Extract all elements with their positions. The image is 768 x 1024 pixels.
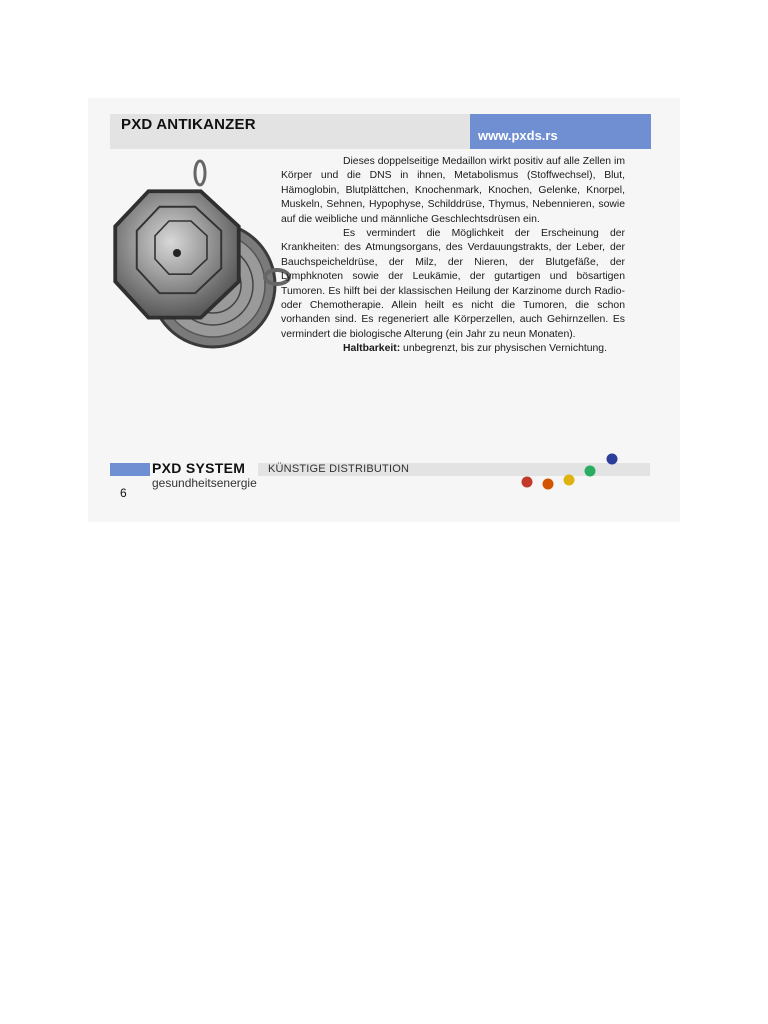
- ball-orange: [543, 479, 554, 490]
- ball-blue: [607, 454, 618, 465]
- footer-tagline: gesundheitsenergie: [152, 476, 257, 490]
- description-text: [281, 155, 625, 357]
- footer-distribution: KÜNSTIGE DISTRIBUTION: [268, 463, 410, 475]
- paragraph-effects: Dieses doppelseitige Medaillon wirkt positiv auf alle Zellen im Körper und die DNS in ihnen, Metabolismus (Stoffwechsel), Blut, Hämoglobin, Blutplättchen, Knochenmark, Knochen, Gelenke, Knorpel, Muskeln, Sehnen, Hypophyse, Schilddrüse, Thymus, Nebennieren, sowie auf die weibliche und männliche Geschlechtsdrüsen ein.: [281, 156, 625, 225]
- durability-line: [281, 342, 625, 356]
- footer-blue-band: [110, 463, 150, 476]
- colored-balls-logo: [515, 448, 625, 496]
- ball-red: [522, 477, 533, 488]
- durability-label: Haltbarkeit:: [343, 343, 401, 355]
- ball-green: [585, 466, 596, 477]
- page-title: PXD ANTIKANZER: [121, 116, 256, 133]
- durability-value: unbegrenzt, bis zur physischen Vernichtung.: [400, 343, 607, 355]
- website-url: www.pxds.rs: [478, 128, 558, 143]
- ball-yellow: [564, 475, 575, 486]
- page-number: 6: [120, 486, 127, 500]
- medallion-image: [105, 155, 295, 360]
- footer-brand: PXD SYSTEM: [152, 460, 246, 476]
- paragraph-diseases: Es vermindert die Möglichkeit der Erscheinung der Krankheiten: des Atmungsorgans, des Verdauungstrakts, der Leber, der Bauchspeicheldrüse, der Milz, der Nieren, der Blutgefäße, der Lymphknoten sowie der Leukämie, der gutartigen und bösartigen Tumoren. Es hilft bei der klassischen Heilung der Karzinome durch Radio- oder Chemotherapie. Allein heilt es nicht die Tumoren, die schon vorhanden sind. Es regeneriert alle Körperzellen, auch Gehirnzellen. Es vermindert die biologische Alterung (ein Jahr zu neun Monaten).: [281, 228, 625, 340]
